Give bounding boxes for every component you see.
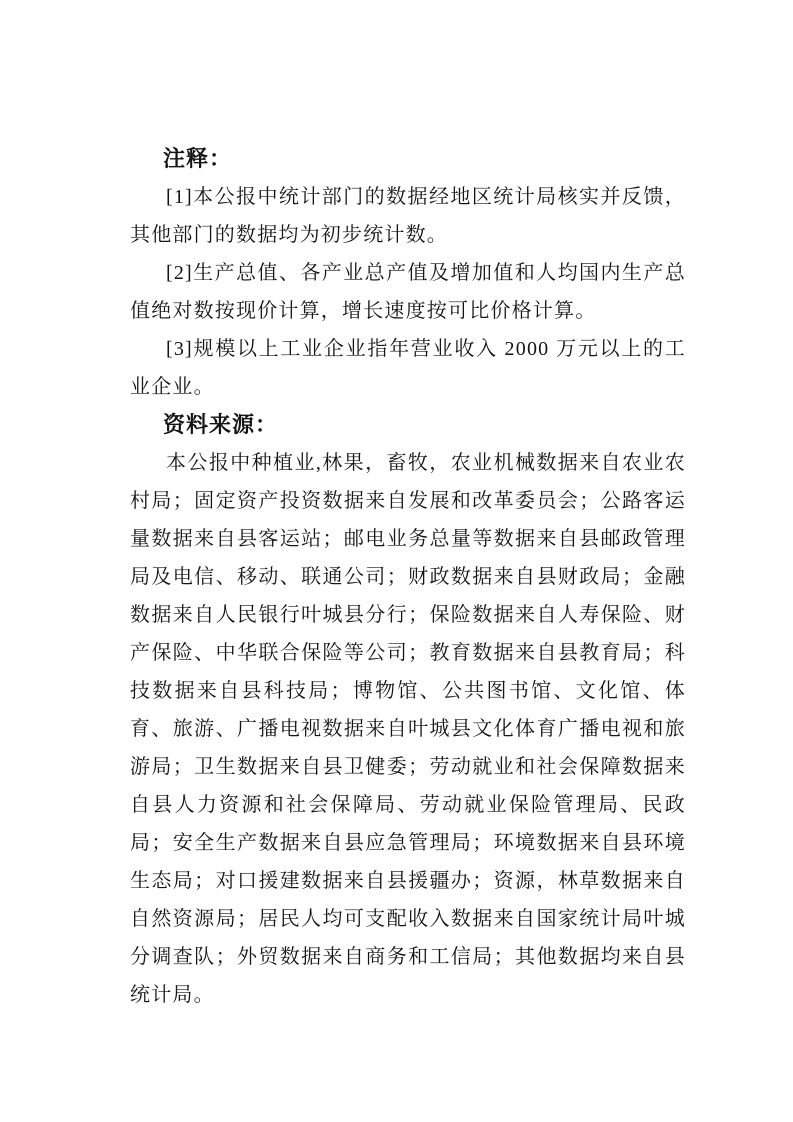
sources-paragraph: 本公报中种植业,林果，畜牧，农业机械数据来自农业农村局；固定资产投资数据来自发展和改革委员会；公路客运量数据来自县客运站；邮电业务总量等数据来自县邮政管理局及电信、移动、联通公司；财政数据来自县财政局；金融数据来自人民银行叶城县分行；保险数据来自人寿保险、财产保险、中华联合保险等公司；教育数据来自县教育局；科技数据来自县科技局；博物馆、公共图书馆、文化馆、体育、旅游、广播电视数据来自叶城县文化体育广播电视和旅游局；卫生数据来自县卫健委；劳动就业和社会保障数据来自县人力资源和社会保障局、劳动就业保险管理局、民政局；安全生产数据来自县应急管理局；环境数据来自县环境生态局；对口援建数据来自县援疆办；资源，林草数据来自自然资源局；居民人均可支配收入数据来自国家统计局叶城分调查队；外贸数据来自商务和工信局；其他数据均来自县统计局。 <box>130 452 686 1006</box>
notes-heading: 注释： <box>163 146 233 171</box>
sources-heading: 资料来源： <box>163 412 279 437</box>
note-paragraph-2: [2]生产总值、各产业总产值及增加值和人均国内生产总值绝对数按现价计算，增长速度按可比价格计算。 <box>130 262 686 322</box>
note-paragraph-3: [3]规模以上工业企业指年营业收入 2000 万元以上的工业企业。 <box>130 338 686 398</box>
note-paragraph-1: [1]本公报中统计部门的数据经地区统计局核实并反馈，其他部门的数据均为初步统计数。 <box>130 186 686 246</box>
document-page <box>130 140 686 1014</box>
